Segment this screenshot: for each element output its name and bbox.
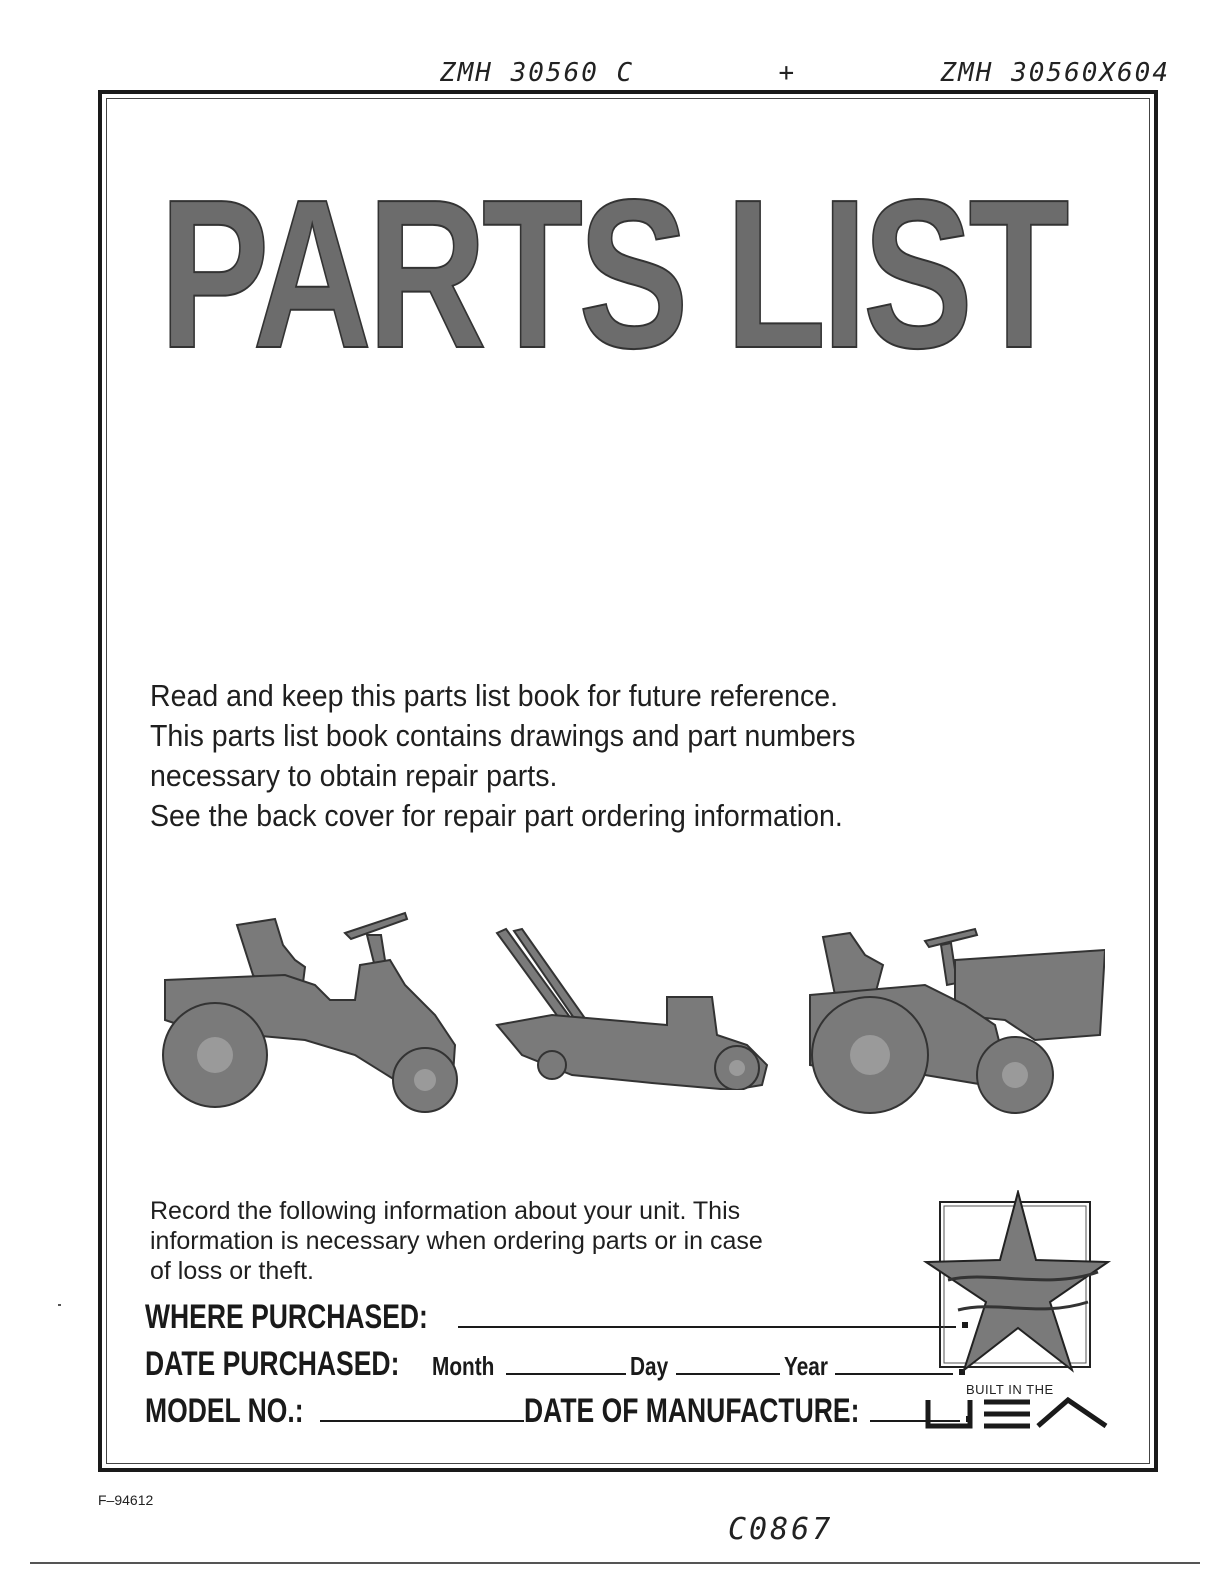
star-icon bbox=[926, 1192, 1108, 1370]
intro-paragraph bbox=[150, 676, 904, 836]
handwritten-model-numbers bbox=[440, 58, 1170, 88]
day-field[interactable] bbox=[676, 1349, 780, 1375]
lawn-tractor-illustration bbox=[805, 925, 1105, 1115]
intro-line: This parts list book contains drawings and part numbers bbox=[150, 718, 856, 753]
page-title: PARTS LIST bbox=[159, 155, 1065, 392]
intro-line: necessary to obtain repair parts. bbox=[150, 758, 558, 793]
handwritten-model-2: ZMH 30560X604 bbox=[940, 58, 1170, 88]
where-purchased-field[interactable] bbox=[458, 1302, 956, 1328]
where-purchased-label: WHERE PURCHASED: bbox=[145, 1298, 428, 1336]
form-number: F–94612 bbox=[98, 1492, 154, 1508]
date-purchased-label: DATE PURCHASED: bbox=[145, 1345, 400, 1383]
year-label: Year bbox=[784, 1351, 829, 1381]
day-label: Day bbox=[630, 1351, 669, 1381]
record-line: Record the following information about your unit. This bbox=[150, 1197, 741, 1225]
month-label: Month bbox=[431, 1351, 494, 1381]
intro-line: Read and keep this parts list book for future reference. bbox=[150, 678, 839, 713]
built-in-caption: BUILT IN THE bbox=[966, 1382, 1054, 1397]
handwritten-model-1: ZMH 30560 C bbox=[440, 58, 635, 88]
date-purchased-row bbox=[145, 1345, 965, 1384]
handwritten-plus: + bbox=[778, 58, 797, 88]
date-of-manufacture-label: DATE OF MANUFACTURE: bbox=[524, 1392, 860, 1430]
model-row bbox=[145, 1392, 972, 1431]
scan-mark bbox=[58, 1304, 61, 1306]
intro-line: See the back cover for repair part ordering information. bbox=[150, 798, 843, 833]
riding-mower-illustration bbox=[155, 905, 465, 1120]
handwritten-code: C0867 bbox=[728, 1512, 834, 1547]
month-field[interactable] bbox=[506, 1349, 626, 1375]
record-info-paragraph bbox=[150, 1196, 910, 1286]
page-bottom-rule bbox=[30, 1562, 1200, 1564]
usa-wordmark bbox=[928, 1400, 1106, 1426]
model-no-label: MODEL NO.: bbox=[145, 1392, 304, 1430]
record-line: information is necessary when ordering parts or in case bbox=[150, 1227, 763, 1255]
push-mower-illustration bbox=[492, 925, 782, 1090]
model-no-field[interactable] bbox=[320, 1396, 524, 1422]
where-purchased-row bbox=[145, 1298, 968, 1337]
record-line: of loss or theft. bbox=[150, 1257, 314, 1285]
